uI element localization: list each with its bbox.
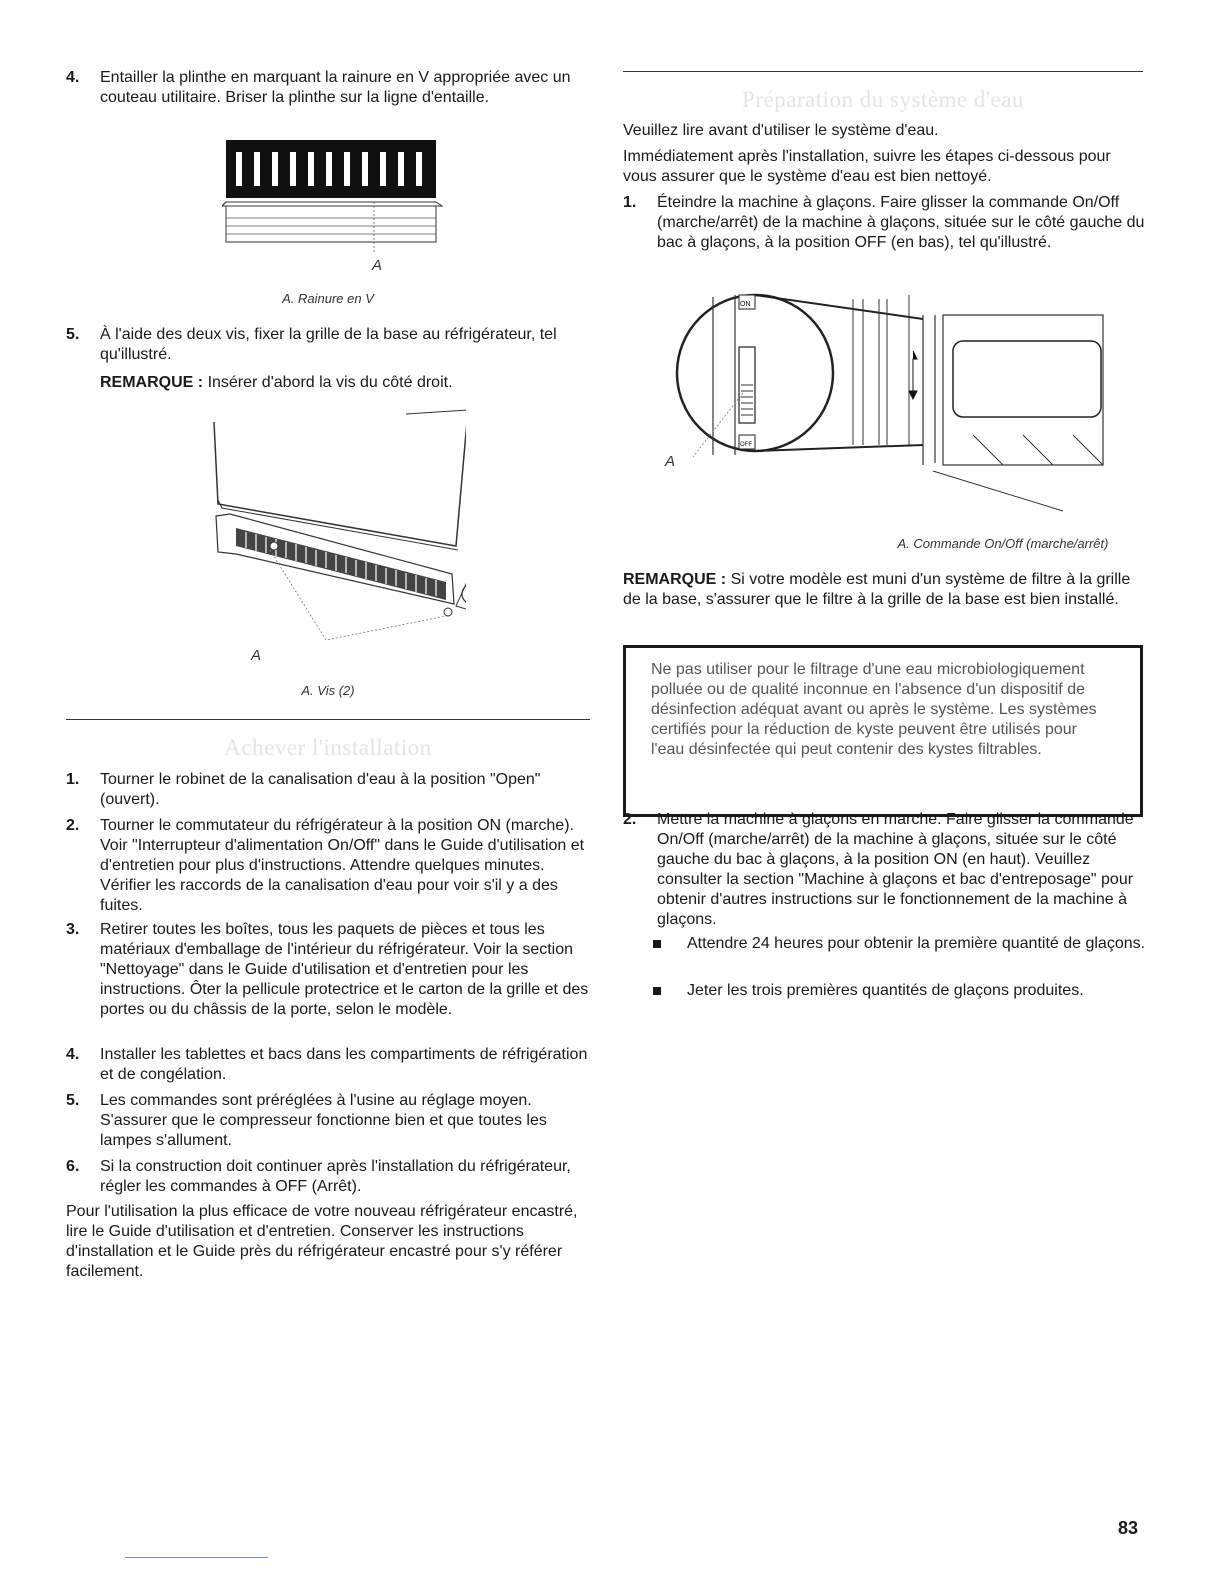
bullet-text: Attendre 24 heures pour obtenir la première quantité de glaçons. <box>687 935 1146 952</box>
finish-step-2 <box>66 816 590 916</box>
step-text: Tourner le robinet de la canalisation d'eau à la position "Open" (ouvert). <box>100 771 541 808</box>
section-divider <box>623 71 1143 72</box>
figure-caption: A. Vis (2) <box>301 683 355 698</box>
bullet-item <box>653 934 1167 954</box>
footer-line <box>125 1557 268 1558</box>
switch-on-label: ON <box>740 301 751 308</box>
step-text: À l'aide des deux vis, fixer la grille de la base au réfrigérateur, tel qu'illustré. <box>100 326 557 363</box>
step-number: 2. <box>66 817 80 834</box>
bullet-text: Jeter les trois premières quantités de glaçons produites. <box>687 982 1084 999</box>
note-label: REMARQUE : <box>623 571 727 588</box>
note-insert-screw <box>100 373 590 393</box>
baseboard-vgroove-illustration <box>222 140 446 260</box>
closing-paragraph: Pour l'utilisation la plus efficace de votre nouveau réfrigérateur encastré, lire le Guide d'utilisation et d'entretien. Conserver les instructions d'installation et le Guide près du réfrigérateur encastré pour s'y référer facilement. <box>66 1203 578 1280</box>
step-text: Les commandes sont préréglées à l'usine au réglage moyen. S'assurer que le compresseur fonctionne bien et que toutes les lampes s'allument. <box>100 1092 547 1149</box>
ice-bin <box>953 341 1101 417</box>
note-text: Insérer d'abord la vis du côté droit. <box>207 374 453 391</box>
step-number: 6. <box>66 1158 80 1175</box>
step-number: 2. <box>623 811 637 828</box>
water-step-2 <box>623 810 1145 930</box>
step-number: 5. <box>66 326 80 343</box>
finish-step-6 <box>66 1157 590 1197</box>
intro-after-install: Immédiatement après l'installation, suivre les étapes ci-dessous pour vous assurer que le système d'eau est bien nettoyé. <box>623 148 1111 185</box>
step-text: Mettre la machine à glaçons en marche. Faire glisser la commande On/Off (marche/arrêt) de la machine à glaçons, située sur le côté gauche du bac à glaçons, à la position ON (en haut). Veuillez consulter la section "Machine à glaçons et bac d'entreposage" pour obtenir d'autres instructions sur le fonctionnement de la machine à glaçons. <box>657 811 1134 928</box>
step-number: 3. <box>66 921 80 938</box>
water-step-1 <box>623 193 1145 253</box>
step-text: Installer les tablettes et bacs dans les compartiments de réfrigération et de congélation. <box>100 1046 588 1083</box>
step-number: 4. <box>66 1046 80 1063</box>
step-text: Tourner le commutateur du réfrigérateur à la position ON (marche). Voir "Interrupteur d'alimentation On/Off" dans le Guide d'utilisation et d'entretien pour plus d'instructions. Attendre quelques minutes. Vérifier les raccords de la canalisation d'eau pour voir s'il y a des fuites. <box>100 817 585 914</box>
bullet-item <box>653 981 1167 1001</box>
finish-step-3 <box>66 920 590 1020</box>
figure-caption: A. Commande On/Off (marche/arrêt) <box>897 536 1109 551</box>
figure-caption: A. Rainure en V <box>282 291 374 306</box>
ice-maker-switch-illustration <box>673 285 1113 515</box>
section-heading: Achever l'installation <box>224 735 432 760</box>
bullet-square-icon <box>653 940 661 948</box>
step-attach-grille <box>66 325 590 365</box>
finish-step-1 <box>66 770 590 810</box>
step-score-baseboard <box>66 68 590 108</box>
section-heading: Préparation du système d'eau <box>742 87 1024 112</box>
step-text: Éteindre la machine à glaçons. Faire glisser la commande On/Off (marche/arrêt) de la machine à glaçons, située sur le côté gauche du bac à glaçons, à la position OFF (en bas), tel qu'illustré. <box>657 194 1145 251</box>
step-number: 1. <box>66 771 80 788</box>
switch-off-label: OFF <box>740 442 752 448</box>
finish-step-5 <box>66 1091 590 1151</box>
intro-read-before: Veuillez lire avant d'utiliser le système d'eau. <box>623 122 939 139</box>
warning-text: Ne pas utiliser pour le filtrage d'une eau microbiologiquement polluée ou de qualité inconnue en l'absence d'un dispositif de désinfection adéquat avant ou après le système. Les systèmes certifiés pour la réduction de kyste peuvent être utilisés pour l'eau désinfectée qui peut contenir des kystes filtrables. <box>651 661 1097 758</box>
step-number: 5. <box>66 1092 80 1109</box>
note-filter <box>623 570 1145 610</box>
page-number: 83 <box>1118 1518 1139 1538</box>
bullet-square-icon <box>653 987 661 995</box>
warning-box <box>623 645 1143 817</box>
finish-step-4 <box>66 1045 590 1085</box>
figure-label: A <box>665 453 676 470</box>
figure-label: A <box>251 647 262 664</box>
up-down-arrow-icon <box>909 351 917 399</box>
step-text: Retirer toutes les boîtes, tous les paquets de pièces et tous les matériaux d'emballage de l'intérieur du réfrigérateur. Voir la section "Nettoyage" dans le Guide d'utilisation et d'entretien pour les instructions. Ôter la pellicule protectrice et le carton de la grille et des portes ou du châssis de la porte, selon le modèle. <box>100 921 589 1018</box>
section-divider <box>66 719 590 720</box>
step-number: 1. <box>623 194 637 211</box>
figure-label: A <box>372 257 383 274</box>
step-text: Entailler la plinthe en marquant la rainure en V appropriée avec un couteau utilitaire. Briser la plinthe sur la ligne d'entaille. <box>100 69 571 106</box>
base-grille-screws-illustration <box>196 404 466 644</box>
step-number: 4. <box>66 69 80 86</box>
note-label: REMARQUE : <box>100 374 204 391</box>
step-text: Si la construction doit continuer après l'installation du réfrigérateur, régler les commandes à OFF (Arrêt). <box>100 1158 571 1195</box>
note-text: Si votre modèle est muni d'un système de filtre à la grille de la base, s'assurer que le filtre à la grille de la base est bien installé. <box>623 571 1131 608</box>
